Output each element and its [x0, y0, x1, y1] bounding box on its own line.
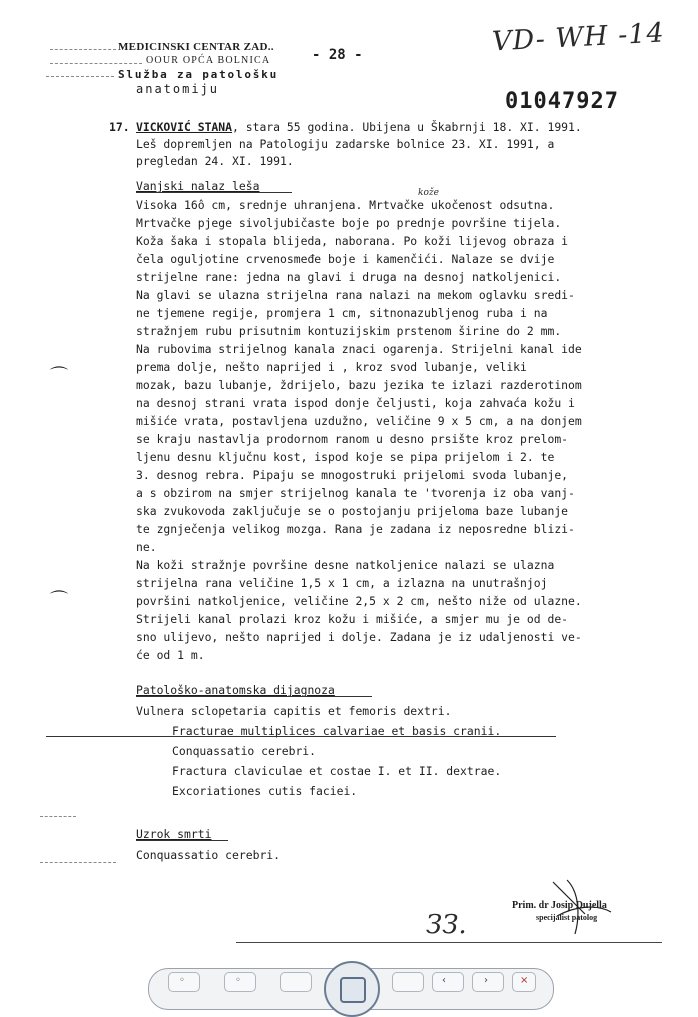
margin-mark-icon: ⌒ — [50, 590, 68, 611]
toolbar-center-button[interactable] — [324, 961, 380, 1017]
findings-line: a s obzirom na smjer strijelnog kanala te 'tvorenja iz oba vanj- — [136, 486, 575, 500]
zoom-in-icon: ◦ — [235, 975, 241, 986]
dashed-rule — [46, 76, 114, 77]
chevron-right-icon: › — [484, 975, 488, 986]
letterhead-institution: MEDICINSKI CENTAR ZAD.. — [118, 41, 274, 53]
signature-title: specijalist patolog — [536, 913, 598, 922]
letterhead-department-cont: anatomiju — [136, 82, 220, 96]
section-heading-external: Vanjski nalaz leša — [136, 179, 260, 193]
findings-line: mišiće vrata, postavljena uzdužno, veličine 9 x 5 cm, a na donjem — [136, 414, 582, 428]
findings-line: Na koži stražnje površine desne natkoljenice nalazi se ulazna — [136, 558, 555, 572]
cause-of-death: Conquassatio cerebri. — [136, 848, 281, 862]
dashed-rule — [40, 862, 116, 863]
diagnosis-item: Conquassatio cerebri. — [172, 744, 317, 758]
handwritten-reference: VD- WH -14 — [491, 17, 666, 58]
section-heading-diagnosis: Patološko-anatomska dijagnoza — [136, 683, 335, 697]
entry-intro-line — [136, 119, 582, 136]
findings-line: te zgnječenja velikog mozga. Rana je zadana iz neposredne blizi- — [136, 522, 575, 536]
heading-underline — [136, 840, 228, 841]
signature-name: Prim. dr Josip Dujella — [512, 900, 607, 911]
entry-intro-rest: , stara 55 godina. Ubijena u Škabrnji 18. XI. 1991. — [232, 120, 582, 134]
findings-line: ljenu desnu ključnu kost, ispod koje se pipa prijelom i 2. te — [136, 450, 555, 464]
findings-line: Na rubovima strijelnog kanala znaci ogarenja. Strijelni kanal ide — [136, 342, 582, 356]
entry-intro-line: Leš dopremljen na Patologiju zadarske bolnice 23. XI. 1991, a — [136, 137, 555, 151]
diagnosis-item: Fractura claviculae et costae I. et II. dextrae. — [172, 764, 502, 778]
findings-line: ne. — [136, 540, 157, 554]
findings-line: površini natkoljenice, veličine 2,5 x 2 cm, nešto niže od ulazne. — [136, 594, 582, 608]
toolbar-button[interactable] — [224, 972, 256, 992]
close-icon: × — [520, 975, 529, 986]
chevron-left-icon: ‹ — [442, 975, 446, 986]
document-number: 01047927 — [505, 89, 619, 114]
toolbar-button[interactable] — [280, 972, 312, 992]
findings-line: strijelne rane: jedna na glavi i druga na desnoj natkoljenici. — [136, 270, 562, 284]
findings-line: ne tjemene regije, promjera 1 cm, sitnonazubljenog ruba i na — [136, 306, 548, 320]
findings-line: Koža šaka i stopala blijeda, naborana. Po koži lijevog obraza i — [136, 234, 569, 248]
letterhead-department: Služba za patološku — [118, 68, 279, 81]
findings-line: Na glavi se ulazna strijelna rana nalazi na mekom oglavku sredi- — [136, 288, 575, 302]
letterhead-hospital: OOUR OPĆA BOLNICA — [146, 55, 271, 66]
deceased-name: VICKOVIĆ STANA — [136, 120, 233, 134]
stray-rule — [46, 736, 556, 737]
toolbar-button[interactable] — [512, 972, 536, 992]
diagnosis-main: Vulnera sclopetaria capitis et femoris dextri. — [136, 704, 452, 718]
entry-number: 17. — [109, 120, 130, 134]
dashed-rule — [50, 63, 142, 64]
findings-line: Visoka 16ô cm, srednje uhranjena. Mrtvačke ukočenost odsutna. — [136, 198, 555, 212]
dashed-rule — [40, 816, 76, 817]
entry-intro-line: pregledan 24. XI. 1991. — [136, 154, 294, 168]
findings-line: stražnjem rubu prisutnim kontuzijskim prstenom širine do 2 mm. — [136, 324, 562, 338]
findings-line: čela oguljotine crvenosmeđe boje i kamenčići. Nalaze se dvije — [136, 252, 555, 266]
findings-line: sno ulijevo, nešto naprijed i dolje. Zadana je iz udaljenosti ve- — [136, 630, 582, 644]
findings-line: prema dolje, nešto naprijed i , kroz svod lubanje, veliki — [136, 360, 527, 374]
zoom-out-icon: ◦ — [179, 975, 185, 986]
findings-line: se kraju nastavlja prodornom ranom u desno prsište kroz prelom- — [136, 432, 569, 446]
toolbar-button[interactable] — [432, 972, 464, 992]
diagnosis-item: Excoriationes cutis faciei. — [172, 784, 358, 798]
toolbar-button[interactable] — [392, 972, 424, 992]
findings-line: će od 1 m. — [136, 648, 205, 662]
margin-mark-icon: ⌒ — [50, 366, 68, 387]
findings-line: Mrtvačke pjege sivoljubičaste boje po prednje površine tijela. — [136, 216, 562, 230]
toolbar-button[interactable] — [472, 972, 504, 992]
toolbar-button[interactable] — [168, 972, 200, 992]
signature-scribble — [545, 876, 615, 938]
findings-line: mozak, bazu lubanje, ždrijelo, bazu jezika te izlazi razderotinom — [136, 378, 582, 392]
findings-line: ska zvukovoda zaključuje se o postojanju prijeloma baze lubanje — [136, 504, 569, 518]
dashed-rule — [50, 49, 116, 50]
section-heading-cause: Uzrok smrti — [136, 827, 212, 841]
findings-line: na desnoj strani vrata ispod donje čeljusti, koja zahvaća kožu i — [136, 396, 575, 410]
diagnosis-item: Fracturae multiplices calvariae et basis cranii. — [172, 724, 502, 738]
handwritten-initials: ЗЗ. — [426, 910, 467, 940]
findings-line: Strijeli kanal prolazi kroz kožu i mišiće, a smjer mu je od de- — [136, 612, 569, 626]
handwritten-insertion: kože — [418, 188, 439, 198]
heading-underline — [136, 696, 372, 697]
page-number: - 28 - — [312, 47, 363, 63]
findings-line: 3. desnog rebra. Pipaju se mnogostruki prijelomi svoda lubanje, — [136, 468, 569, 482]
bottom-rule — [236, 942, 662, 943]
heading-underline — [136, 192, 292, 193]
page-icon — [340, 977, 366, 1003]
findings-line: strijelna rana veličine 1,5 x 1 cm, a izlazna na unutrašnjoj — [136, 576, 548, 590]
